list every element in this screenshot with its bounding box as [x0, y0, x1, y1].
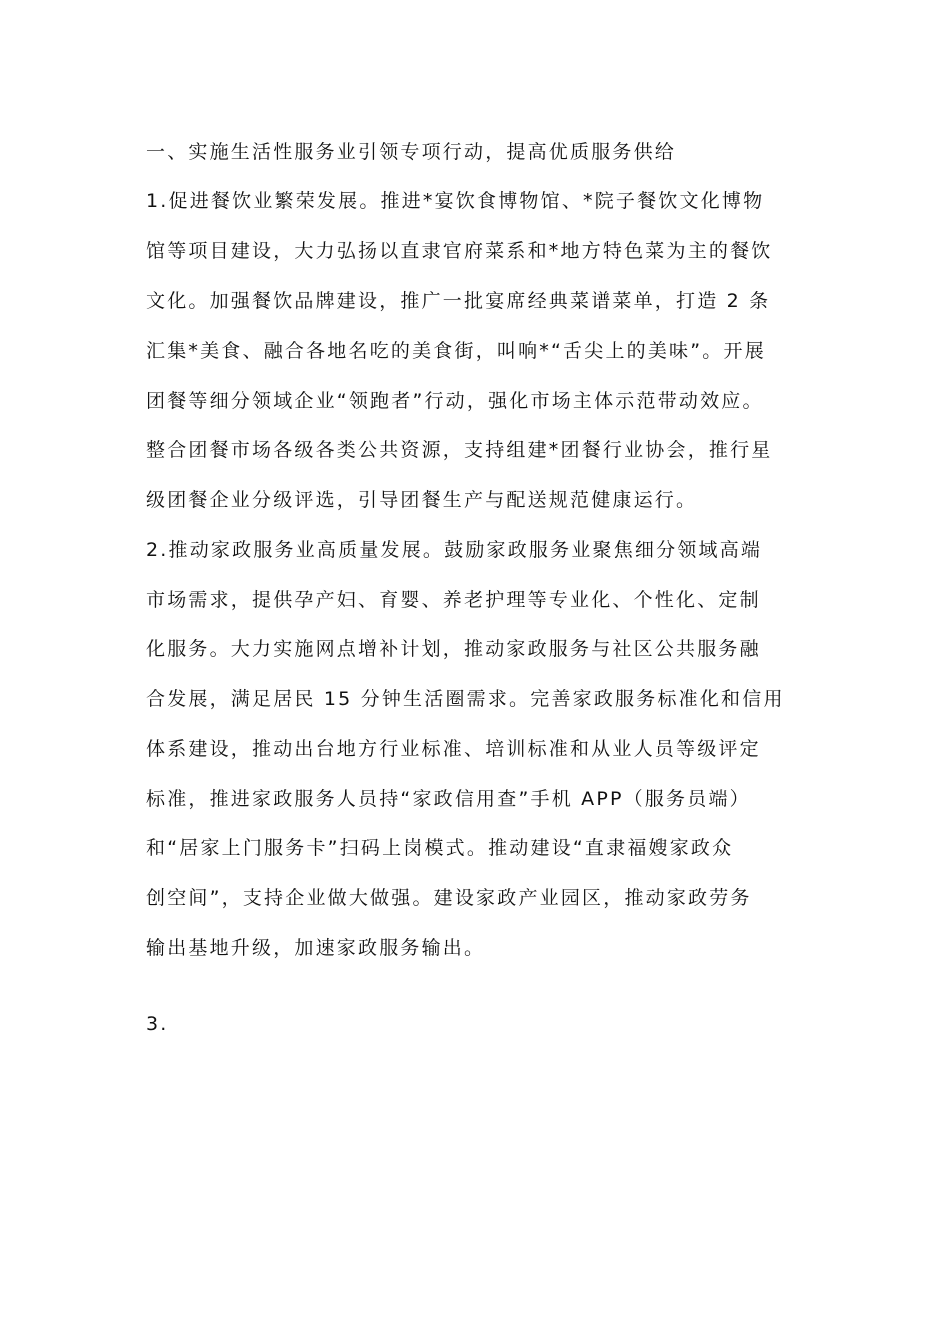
paragraph-line: 文化。加强餐饮品牌建设，推广一批宴席经典菜谱菜单，打造 2 条	[146, 290, 771, 312]
paragraph-line: 级团餐企业分级评选，引导团餐生产与配送规范健康运行。	[146, 489, 698, 511]
paragraph-line: 标准，推进家政服务人员持“家政信用查”手机 APP（服务员端）	[146, 788, 751, 810]
paragraph-line: 化服务。大力实施网点增补计划，推动家政服务与社区公共服务融	[146, 638, 761, 660]
paragraph-line: 馆等项目建设，大力弘扬以直隶官府菜系和*地方特色菜为主的餐饮	[146, 240, 773, 262]
paragraph-line: 市场需求，提供孕产妇、育婴、养老护理等专业化、个性化、定制	[146, 589, 761, 611]
list-number: 3.	[146, 1013, 169, 1035]
paragraph-line: 整合团餐市场各级各类公共资源，支持组建*团餐行业协会，推行星	[146, 439, 773, 461]
paragraph-line: 汇集*美食、融合各地名吃的美食街，叫响*“舌尖上的美味”。开展	[146, 340, 766, 362]
paragraph-line: 合发展，满足居民 15 分钟生活圈需求。完善家政服务标准化和信用	[146, 688, 785, 710]
paragraph-line: 输出基地升级，加速家政服务输出。	[146, 937, 486, 959]
paragraph-line: 创空间”，支持企业做大做强。建设家政产业园区，推动家政劳务	[146, 887, 752, 909]
paragraph-line: 体系建设，推动出台地方行业标准、培训标准和从业人员等级评定	[146, 738, 761, 760]
paragraph-line: 2.推动家政服务业高质量发展。鼓励家政服务业聚焦细分领域高端	[146, 539, 763, 561]
paragraph-line: 和“居家上门服务卡”扫码上岗模式。推动建设“直隶福嫂家政众	[146, 837, 734, 859]
paragraph-line: 1.促进餐饮业繁荣发展。推进*宴饮食博物馆、*院子餐饮文化博物	[146, 190, 765, 212]
section-heading: 一、实施生活性服务业引领专项行动，提高优质服务供给	[146, 141, 677, 163]
paragraph-line: 团餐等细分领域企业“领跑者”行动，强化市场主体示范带动效应。	[146, 390, 764, 412]
